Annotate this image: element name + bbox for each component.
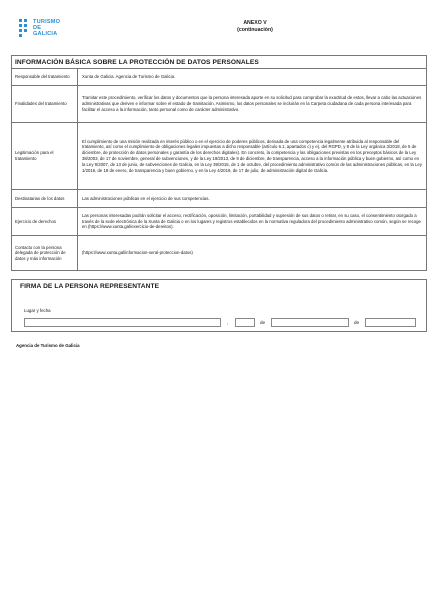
row-label: Responsable del tratamiento — [12, 69, 78, 85]
month-input[interactable] — [271, 318, 349, 327]
table-row — [12, 86, 426, 123]
row-value: Tramitar este procedimiento, verificar los datos y documentos que la persona interesada aporte en su solicitud para comprobar la exactitud de estos, llevar a cabo las actuaciones administrativas que deriven e informar sobre el estado de tramitación. Asimismo, los datos personales se incluirán en la Carpeta ciudadana de cada persona interesada para facilitar el acceso a la información, tanto personal como de carácter administrativo. — [82, 95, 422, 112]
comma-separator: , — [227, 320, 229, 325]
place-date-label: Lugar y fecha — [24, 308, 51, 313]
table-row — [12, 190, 426, 208]
annex-heading — [210, 20, 300, 34]
row-label: Ejercicio de derechos — [12, 208, 78, 235]
logo-line-3: GALICIA — [33, 31, 58, 38]
table-row — [12, 69, 426, 86]
row-value: El cumplimiento de una misión realizada en interés público o en el ejercicio de poderes públicos, derivada de una competencia legalmente atribuida al responsable del tratamiento, así como el cumplimiento de obligaciones legales impuestas a dicho responsable (artículo 6.1, apartados c) y e), del RGPD, y 8 de la Ley orgánica 3/2018, de 5 de diciembre, de protección de datos personales y garantía de los derechos digitales). En concreto, la competencia y las obligaciones previstas en los preceptos básicos de la Ley 38/2003, de 17 de noviembre, general de subvenciones, y de la Ley 19/2013, de 9 de diciembre, de transparencia, acceso a la información pública y buen gobierno, así como en la Ley 9/2007, de 13 de junio, de subvenciones de Galicia, en la Ley 39/2015, de 1 de octubre, del procedimiento administrativo común de las administraciones públicas, en la Ley 1/2016, de 18 de enero, de transparencia y buen gobierno, y en la Ley 4/2019, de 17 de julio, de administración digital de Galicia. — [82, 138, 422, 173]
annex-title: ANEXO V — [243, 20, 267, 26]
annex-subtitle: (continuación) — [237, 27, 273, 33]
logo-line-1: TURISMO — [33, 19, 61, 25]
row-value: Las personas interesadas podrán solicitar el acceso, rectificación, oposición, limitación, portabilidad y supresión de sus datos o retirar, en su caso, el consentimiento otorgado a través de la sede electrónica de la Xunta de Galicia o en los lugares y registros establecidos en la normativa reguladora del procedimiento administrativo común, según se recoge en (https://www.xunta.gal/exercicio-de-dereitos). — [82, 212, 421, 230]
data-protection-title: INFORMACIÓN BÁSICA SOBRE LA PROTECCIÓN DE DATOS PERSONALES — [12, 56, 426, 69]
row-label: Contacto con la persona delegada de protección de datos y más información — [12, 236, 78, 270]
footer-agency: Agencia de Turismo de Galicia — [16, 343, 80, 348]
row-label: Destinatarias de los datos — [12, 190, 78, 207]
row-label: Finalidades del tratamiento — [12, 86, 78, 122]
table-row — [12, 123, 426, 190]
row-value: Las administraciones públicas en el ejercicio de sus competencias. — [82, 195, 210, 201]
de-separator-1: de — [260, 320, 266, 325]
year-input[interactable] — [365, 318, 416, 327]
table-row — [12, 236, 426, 270]
signature-section — [11, 279, 427, 332]
logo-line-2: DE — [33, 25, 42, 32]
place-input[interactable] — [24, 318, 221, 327]
logo-text — [33, 19, 60, 38]
galicia-emblem-icon — [18, 19, 30, 41]
data-protection-table — [11, 55, 427, 271]
day-input[interactable] — [235, 318, 255, 327]
row-label: Legitimación para el tratamiento — [12, 123, 78, 189]
table-row — [12, 208, 426, 236]
row-value: Xunta de Galicia. Agencia de Turismo de Galicia. — [82, 74, 176, 80]
signature-title: FIRMA DE LA PERSONA REPRESENTANTE — [20, 283, 160, 290]
turismo-galicia-logo — [18, 19, 60, 41]
de-separator-2: de — [354, 320, 360, 325]
row-value: (https://www.xunta.gal/informacion-xeral-proteccion-datos) — [82, 250, 193, 256]
